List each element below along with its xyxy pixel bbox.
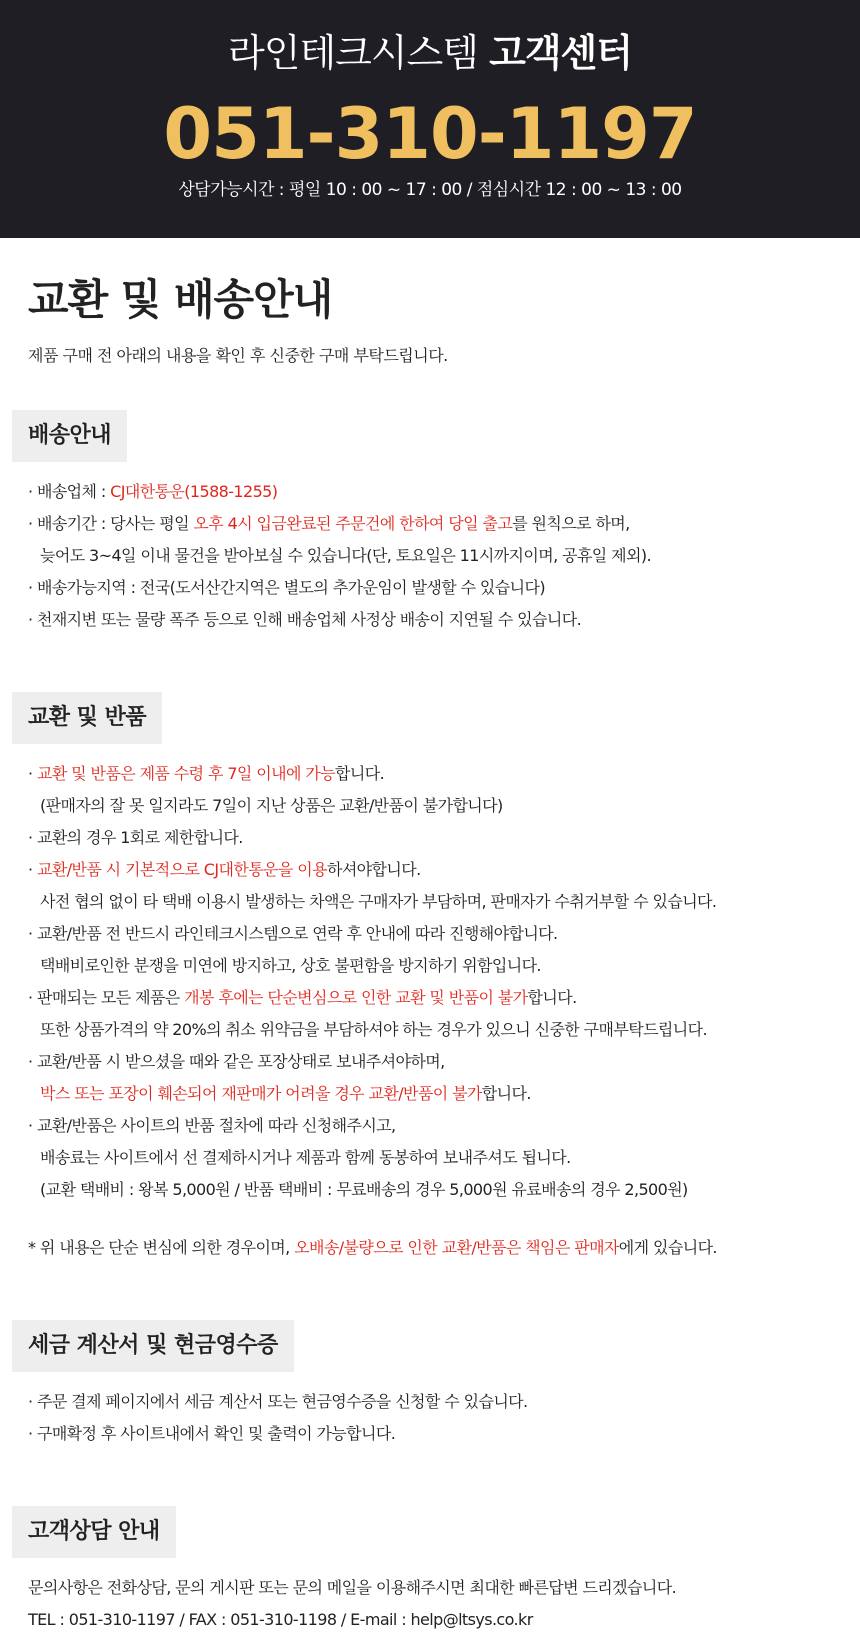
exchange-contact-detail: 택배비로인한 분쟁을 미연에 방지하고, 상호 불편함을 방지하기 위함입니다.	[40, 956, 541, 975]
exchange-carrier-detail: 사전 협의 없이 타 택배 이용시 발생하는 차액은 구매자가 부담하며, 판매자가 수취거부할 수 있습니다.	[40, 892, 717, 911]
shipping-period-suffix: 를 원칙으로 하며,	[512, 514, 630, 533]
banner-title	[0, 28, 860, 78]
exchange-note-suffix: 에게 있습니다.	[618, 1238, 717, 1257]
shipping-period-detail: 늦어도 3~4일 이내 물건을 받아보실 수 있습니다(단, 토요일은 11시까지이며, 공휴일 제외).	[40, 546, 651, 565]
page-description: 제품 구매 전 아래의 내용을 확인 후 신중한 구매 부탁드립니다.	[28, 346, 448, 365]
banner-customer-center-label: 고객센터	[489, 31, 632, 75]
banner-phone-number[interactable]: 051-310-1197	[163, 93, 697, 175]
guide-content	[0, 272, 860, 1636]
tax-request: · 주문 결제 페이지에서 세금 계산서 또는 현금영수증을 신청할 수 있습니다.	[28, 1392, 528, 1411]
shipping-section	[28, 410, 832, 636]
shipping-carrier-label: · 배송업체 :	[28, 482, 111, 501]
tax-list	[28, 1386, 832, 1450]
banner-company-name: 라인테크시스템	[228, 31, 479, 75]
exchange-opened-highlight: 개봉 후에는 단순변심으로 인한 교환 및 반품이 불가	[184, 988, 528, 1007]
exchange-note-prefix: * 위 내용은 단순 변심에 의한 경우이며,	[28, 1238, 295, 1257]
section-title-tax: 세금 계산서 및 현금영수증	[12, 1320, 294, 1372]
section-title-exchange: 교환 및 반품	[12, 692, 162, 744]
banner-business-hours: 상담가능시간 : 평일 10 : 00 ~ 17 : 00 / 점심시간 12 : 00 ~ 13 : 00	[178, 180, 682, 200]
section-title-support: 고객상담 안내	[12, 1506, 176, 1558]
exchange-note-highlight: 오배송/불량으로 인한 교환/반품은 책임은 판매자	[294, 1238, 619, 1257]
exchange-packaging-suffix: 합니다.	[481, 1084, 531, 1103]
support-section	[28, 1506, 832, 1636]
exchange-carrier	[28, 854, 832, 886]
exchange-period-highlight: 교환 및 반품은 제품 수령 후 7일 이내에 가능	[36, 764, 336, 783]
bullet: ·	[28, 764, 37, 783]
page-title: 교환 및 배송안내	[28, 275, 333, 324]
shipping-delay-notice: · 천재지변 또는 물량 폭주 등으로 인해 배송업체 사정상 배송이 지연될 수 있습니다.	[28, 610, 582, 629]
exchange-carrier-highlight: 교환/반품 시 기본적으로 CJ대한통운을 이용	[36, 860, 327, 879]
exchange-contact: · 교환/반품 전 반드시 라인테크시스템으로 연락 후 안내에 따라 진행해야합니다.	[28, 924, 558, 943]
exchange-shipping-fee: 배송료는 사이트에서 선 결제하시거나 제품과 함께 동봉하여 보내주셔도 됩니다.	[40, 1148, 571, 1167]
exchange-packaging-detail	[28, 1078, 832, 1110]
exchange-packaging-highlight: 박스 또는 포장이 훼손되어 재판매가 어려울 경우 교환/반품이 불가	[40, 1084, 482, 1103]
support-list	[28, 1572, 832, 1636]
exchange-list	[28, 758, 832, 1264]
tax-section	[28, 1320, 832, 1450]
spacer	[28, 1206, 832, 1232]
exchange-opened-suffix: 합니다.	[527, 988, 577, 1007]
customer-center-banner	[0, 0, 860, 238]
section-title-shipping: 배송안내	[12, 410, 127, 462]
shipping-carrier	[28, 476, 832, 508]
tax-print: · 구매확정 후 사이트내에서 확인 및 출력이 가능합니다.	[28, 1424, 396, 1443]
shipping-list	[28, 476, 832, 636]
exchange-note	[28, 1232, 832, 1264]
exchange-opened-label: · 판매되는 모든 제품은	[28, 988, 185, 1007]
exchange-procedure: · 교환/반품은 사이트의 반품 절차에 따라 신청해주시고,	[28, 1116, 396, 1135]
exchange-fee-detail: (교환 택배비 : 왕복 5,000원 / 반품 택배비 : 무료배송의 경우 5,000원 유료배송의 경우 2,500원)	[40, 1180, 688, 1199]
exchange-opened-product	[28, 982, 832, 1014]
exchange-period-suffix: 합니다.	[335, 764, 385, 783]
exchange-period-detail: (판매자의 잘 못 일지라도 7일이 지난 상품은 교환/반품이 불가합니다)	[40, 796, 503, 815]
exchange-period	[28, 758, 832, 790]
support-description: 문의사항은 전화상담, 문의 게시판 또는 문의 메일을 이용해주시면 최대한 빠른답변 드리겠습니다.	[28, 1578, 677, 1597]
shipping-carrier-value: CJ대한통운(1588-1255)	[110, 482, 278, 501]
exchange-packaging: · 교환/반품 시 받으셨을 때와 같은 포장상태로 보내주셔야하며,	[28, 1052, 445, 1071]
exchange-limit: · 교환의 경우 1회로 제한합니다.	[28, 828, 243, 847]
shipping-period	[28, 508, 832, 540]
exchange-penalty-detail: 또한 상품가격의 약 20%의 취소 위약금을 부담하셔야 하는 경우가 있으니 신중한 구매부탁드립니다.	[40, 1020, 707, 1039]
shipping-area: · 배송가능지역 : 전국(도서산간지역은 별도의 추가운임이 발생할 수 있습니다)	[28, 578, 545, 597]
bullet: ·	[28, 860, 37, 879]
exchange-section	[28, 692, 832, 1264]
shipping-period-label: · 배송기간 : 당사는 평일	[28, 514, 194, 533]
shipping-period-highlight: 오후 4시 입금완료된 주문건에 한하여 당일 출고	[193, 514, 513, 533]
support-contact-info[interactable]: TEL : 051-310-1197 / FAX : 051-310-1198 / E-mail : help@ltsys.co.kr	[28, 1610, 533, 1629]
exchange-carrier-suffix: 하셔야합니다.	[326, 860, 421, 879]
